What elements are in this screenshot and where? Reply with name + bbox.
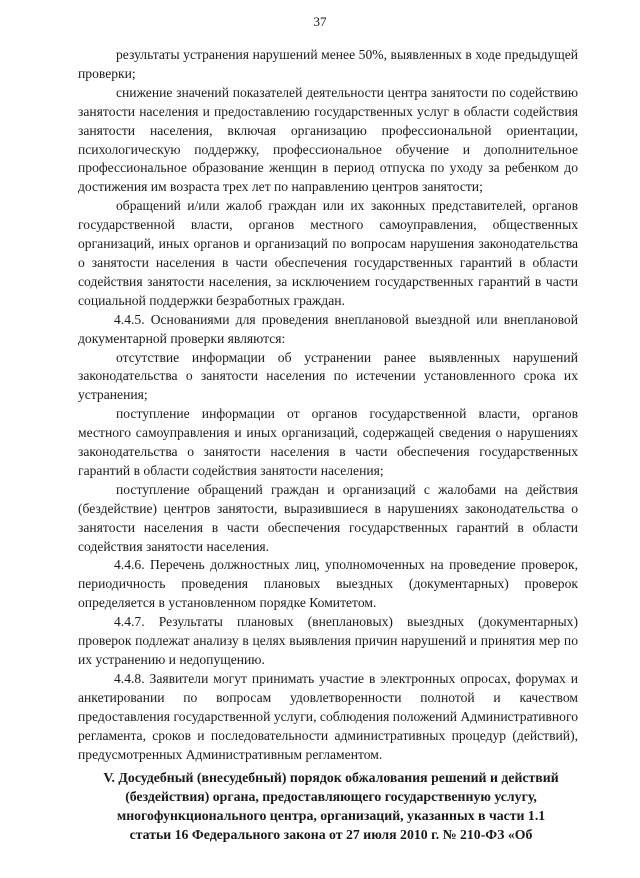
paragraph-complaints: обращений и/или жалоб граждан или их законных представителей, органов государственной власти, органов местного самоуправления, общественных организаций, иных органов и организаций по вопросам нарушения законодательства о занятости населения в части обеспечения государственных гарантий в области содействия занятости населения, за исключением государственных гарантий в части социальной поддержки безработных граждан.: [78, 198, 578, 308]
paragraph-info-received: поступление информации от органов государственной власти, органов местного самоуправления и иных организаций, содержащей сведения о нарушениях законодательства о занятости населения в части обеспечения государственных гарантий в области содействия занятости населения;: [78, 406, 578, 478]
paragraph-results-elimination: результаты устранения нарушений менее 50%, выявленных в ходе предыдущей проверки;: [78, 47, 578, 81]
paragraph-4-4-6: 4.4.6. Перечень должностных лиц, уполномоченных на проведение проверок, периодичность проведения плановых выездных (документарных) проверок определяется в установленном порядке Комитетом.: [78, 557, 578, 611]
paragraph-appeals-received: поступление обращений граждан и организаций с жалобами на действия (бездействие) центров занятости, выразившиеся в нарушениях законодательства о занятости населения в части обеспечения государственных гарантий в области содействия занятости населения.: [78, 481, 578, 554]
body-text: [78, 46, 578, 764]
paragraph-no-info: отсутствие информации об устранении ранее выявленных нарушений законодательства о занятости населения по истечении установленного срока их устранения;: [78, 349, 578, 403]
paragraph-4-4-8: 4.4.8. Заявители могут принимать участие в электронных опросах, форумах и анкетировании по вопросам удовлетворенности полнотой и качеством предоставления государственной услуги, соблюдения положений Административного регламента, сроков и последовательности административных процедур (действий), предусмотренных Административным регламентом.: [78, 670, 578, 762]
paragraph-4-4-5: 4.4.5. Основаниями для проведения внеплановой выездной или внеплановой документарной проверки являются:: [78, 311, 578, 346]
section-heading: V. Досудебный (внесудебный) порядок обжалования решений и действий (бездействия) органа, предоставляющего государственную услугу, многофункционального центра, организаций, указанных в части 1.1 статьи 16 Федерального закона от 27 июля 2010 г. № 210-ФЗ «Об: [103, 770, 559, 842]
paragraph-4-4-7: 4.4.7. Результаты плановых (внеплановых) выездных (документарных) проверок подлежат анализу в целях выявления причин нарушений и принятия мер по их устранению и недопущению.: [78, 614, 578, 667]
page-number: 37: [313, 14, 327, 29]
paragraph-indicators-decrease: снижение значений показателей деятельности центра занятости по содействию занятости населения и предоставлению государственных услуг в области содействия занятости населения, включая организацию профессиональной ориентации, психологическую поддержку, профессиональное обучение и дополнительное профессиональное образование женщин в период отпуска по уходу за ребенком до достижения им возраста трех лет по направлению центров занятости;: [78, 84, 578, 195]
